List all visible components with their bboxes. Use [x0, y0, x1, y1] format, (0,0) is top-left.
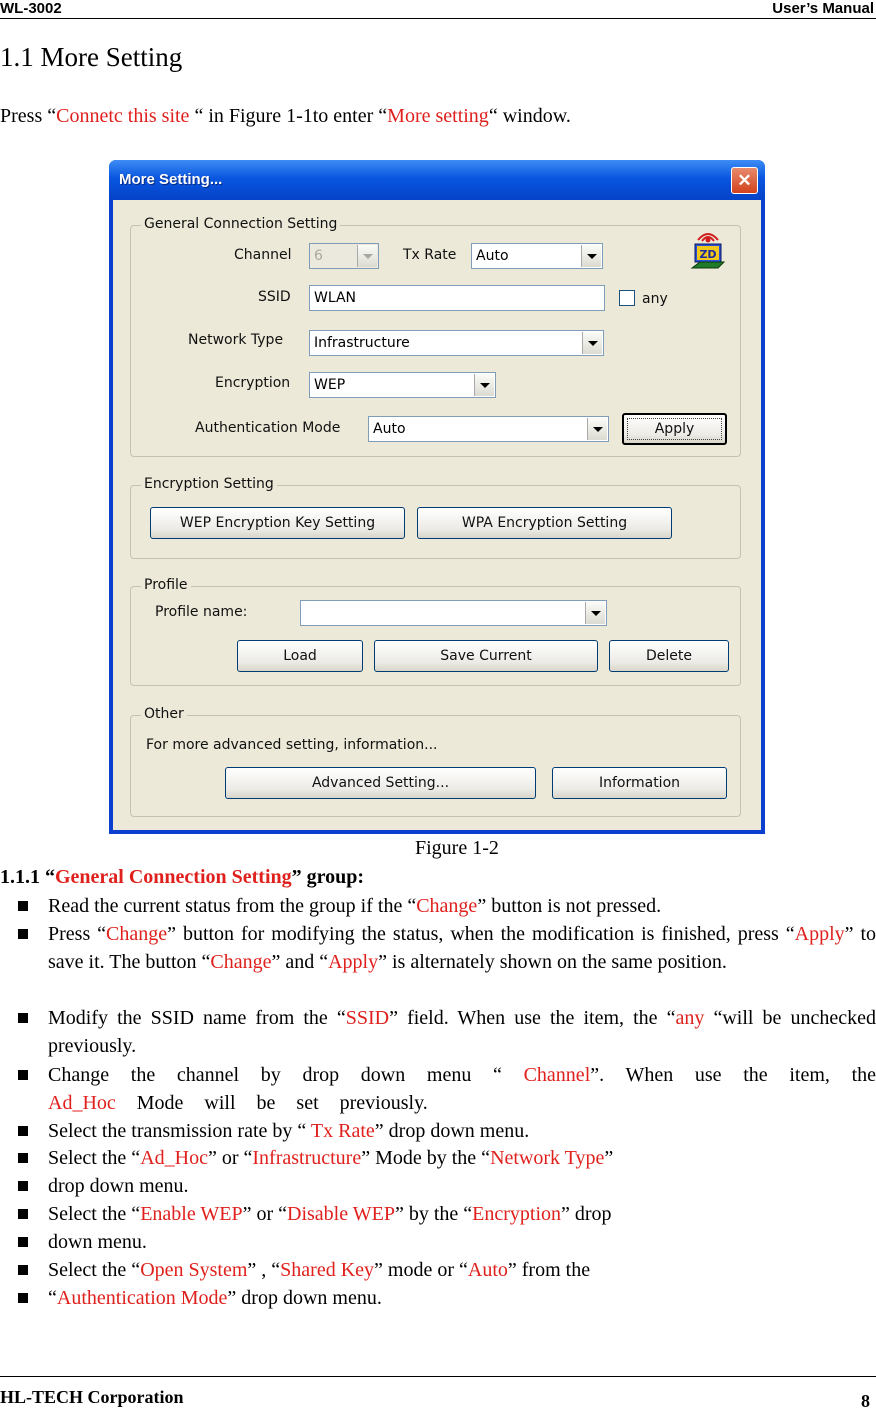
profile-name-label: Profile name: [155, 604, 248, 620]
apply-button[interactable]: Apply [622, 413, 727, 445]
channel-label: Channel [234, 247, 292, 263]
intro-paragraph: Press “Connetc this site “ in Figure 1-1to enter “More setting“ window. [0, 105, 571, 127]
chevron-down-icon [581, 245, 601, 267]
channel-select[interactable]: 6 [309, 243, 379, 269]
svg-text:ZD: ZD [699, 248, 717, 261]
auth-mode-label: Authentication Mode [195, 420, 341, 436]
section-title: 1.1 More Setting [0, 42, 183, 72]
profile-name-select[interactable] [300, 600, 607, 626]
general-group-legend: General Connection Setting [141, 216, 340, 232]
delete-button[interactable]: Delete [609, 640, 729, 672]
any-checkbox[interactable] [619, 290, 635, 306]
profile-group-legend: Profile [141, 577, 191, 593]
wireless-adapter-icon [688, 228, 728, 272]
doc-model: WL-3002 [0, 0, 62, 17]
encryption-select[interactable]: WEP [309, 372, 496, 398]
figure-caption: Figure 1-2 [415, 837, 499, 859]
ssid-label: SSID [258, 289, 291, 305]
dialog-titlebar[interactable] [109, 160, 765, 200]
advanced-setting-button[interactable]: Advanced Setting... [225, 767, 536, 799]
any-label: any [642, 291, 668, 307]
subsection-heading: 1.1.1 “General Connection Setting” group: [0, 866, 365, 888]
chevron-down-icon [474, 374, 494, 396]
close-button[interactable]: ✕ [731, 167, 758, 194]
txrate-select[interactable]: Auto [471, 243, 603, 269]
encryption-label: Encryption [215, 375, 291, 391]
page-footer [0, 1376, 876, 1411]
wpa-setting-button[interactable]: WPA Encryption Setting [417, 507, 672, 539]
chevron-down-icon [587, 418, 607, 440]
encryption-group-legend: Encryption Setting [141, 476, 277, 492]
other-group [130, 706, 741, 817]
other-description: For more advanced setting, information... [146, 737, 438, 753]
chevron-down-icon [585, 602, 605, 624]
other-group-legend: Other [141, 706, 187, 722]
network-type-label: Network Type [188, 332, 284, 348]
save-current-button[interactable]: Save Current [374, 640, 598, 672]
chevron-down-icon [357, 245, 377, 267]
auth-mode-select[interactable]: Auto [368, 416, 609, 442]
network-type-select[interactable]: Infrastructure [309, 330, 604, 356]
txrate-label: Tx Rate [403, 247, 457, 263]
dialog-client [113, 200, 761, 830]
doc-title: User’s Manual [772, 0, 874, 17]
page-number: 8 [861, 1391, 870, 1411]
dialog-title: More Setting... [119, 171, 223, 188]
wep-key-setting-button[interactable]: WEP Encryption Key Setting [150, 507, 405, 539]
more-setting-dialog [109, 160, 765, 834]
load-button[interactable]: Load [237, 640, 363, 672]
ssid-input[interactable]: WLAN [309, 285, 605, 311]
information-button[interactable]: Information [552, 767, 727, 799]
chevron-down-icon [582, 332, 602, 354]
page-header [0, 0, 876, 19]
company-name: HL-TECH Corporation [0, 1387, 184, 1407]
